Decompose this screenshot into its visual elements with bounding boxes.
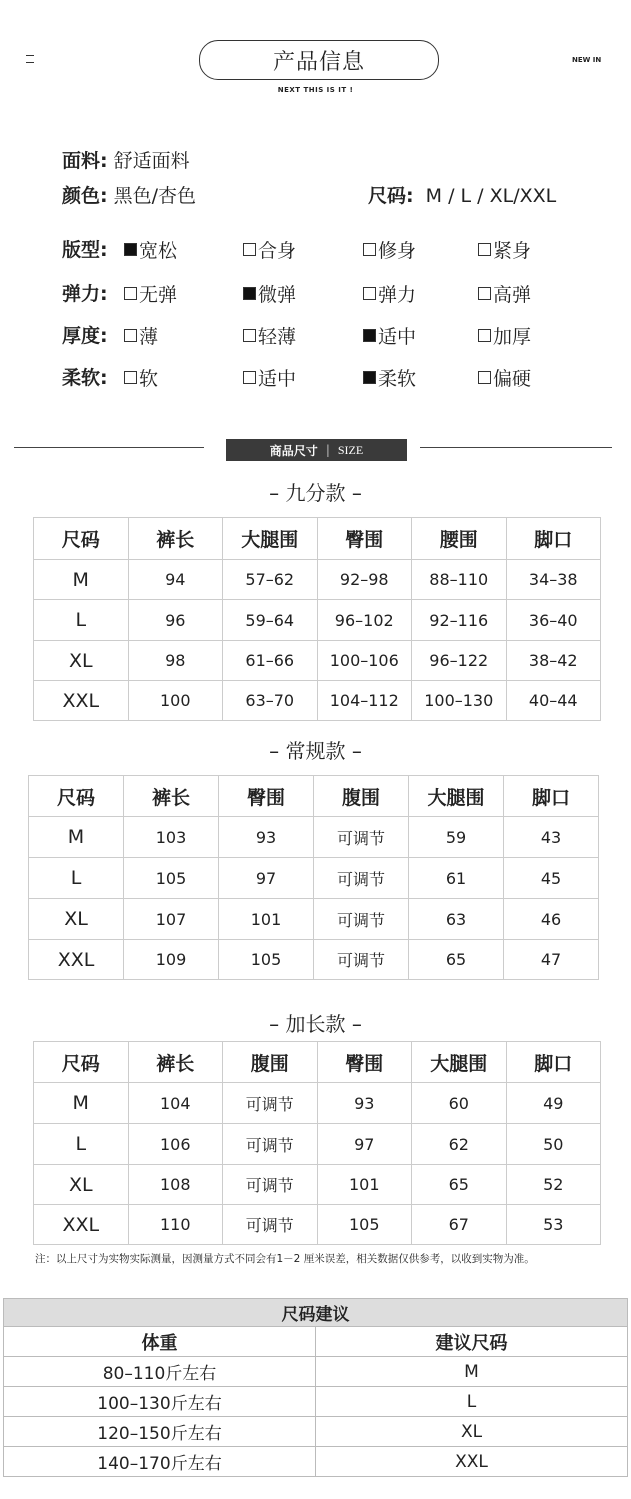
- menu-icon[interactable]: [26, 55, 38, 65]
- attribute-option-label: 合身: [258, 240, 297, 262]
- column-header: 大腿围: [223, 518, 318, 560]
- attribute-option: [243, 236, 296, 263]
- unchecked-box-icon: [363, 243, 376, 256]
- table-cell: 43: [504, 817, 599, 858]
- column-header: 腹围: [223, 1042, 318, 1083]
- recommendation-row: [4, 1357, 628, 1387]
- size-cell: XXL: [34, 681, 129, 721]
- table-cell: 104–112: [317, 681, 412, 721]
- page-title: [199, 40, 439, 80]
- section-separator: |: [325, 443, 330, 457]
- table-cell: 93: [317, 1083, 412, 1124]
- table-cell: 可调节: [314, 817, 409, 858]
- recommendation-row: [4, 1417, 628, 1447]
- attribute-option-label: 紧身: [493, 240, 532, 262]
- recommendation-title-row: [4, 1299, 628, 1327]
- attribute-option-label: 弹力: [378, 284, 417, 306]
- size-cell: L: [34, 600, 129, 641]
- table-cell: 63: [409, 899, 504, 940]
- table-cell: 59: [409, 817, 504, 858]
- attribute-option-label: 高弹: [493, 284, 532, 306]
- size-cell: M: [29, 817, 124, 858]
- column-header: 臀围: [317, 518, 412, 560]
- attribute-option: [363, 364, 416, 391]
- recommendation-header-row: [4, 1327, 628, 1357]
- attribute-option: [478, 236, 531, 263]
- table-cell: 100–130: [412, 681, 507, 721]
- weight-cell: 80–110斤左右: [4, 1357, 316, 1387]
- attribute-option-label: 薄: [139, 326, 159, 348]
- table-row: [34, 600, 601, 641]
- table-cell: 47: [504, 940, 599, 980]
- color-value: 黑色/杏色: [113, 185, 197, 207]
- section-header: [226, 439, 407, 461]
- table-cell: 109: [124, 940, 219, 980]
- table-row: [34, 681, 601, 721]
- page-title-text: 产品信息: [272, 49, 365, 75]
- column-header: 裤长: [128, 1042, 223, 1083]
- table-cell: 可调节: [223, 1124, 318, 1165]
- attribute-option: [363, 236, 416, 263]
- size-label: 尺码:: [368, 185, 414, 207]
- attribute-option-label: 偏硬: [493, 368, 532, 390]
- table-cell: 92–98: [317, 560, 412, 600]
- table-cell: 60: [412, 1083, 507, 1124]
- checked-box-icon: [243, 287, 256, 300]
- table-cell: 34–38: [506, 560, 601, 600]
- suggested-size-cell: L: [316, 1387, 628, 1417]
- attribute-option: [124, 364, 158, 391]
- checked-box-icon: [363, 371, 376, 384]
- attribute-option: [124, 322, 158, 349]
- attribute-label: 版型:: [62, 239, 108, 261]
- color-label: 颜色:: [62, 185, 108, 207]
- table-cell: 96–122: [412, 641, 507, 681]
- table-cell: 63–70: [223, 681, 318, 721]
- checked-box-icon: [363, 329, 376, 342]
- attribute-option-label: 适中: [378, 326, 417, 348]
- size-cell: XL: [29, 899, 124, 940]
- unchecked-box-icon: [478, 243, 491, 256]
- table-cell: 65: [409, 940, 504, 980]
- table-cell: 可调节: [223, 1083, 318, 1124]
- divider-left: [14, 447, 204, 448]
- table-row: [34, 641, 601, 681]
- page-subtitle: NEXT THIS IS IT !: [277, 86, 354, 94]
- table-cell: 106: [128, 1124, 223, 1165]
- unchecked-box-icon: [478, 287, 491, 300]
- attribute-option-label: 加厚: [493, 326, 532, 348]
- weight-cell: 120–150斤左右: [4, 1417, 316, 1447]
- recommendation-column-header: 体重: [4, 1327, 316, 1357]
- unchecked-box-icon: [124, 329, 137, 342]
- section-title-cn: 商品尺寸: [269, 443, 318, 458]
- unchecked-box-icon: [478, 371, 491, 384]
- color-info: [62, 181, 196, 208]
- table-cell: 101: [219, 899, 314, 940]
- table-cell: 107: [124, 899, 219, 940]
- size-cell: M: [34, 560, 129, 600]
- table-header-row: [34, 1042, 601, 1083]
- attribute-option-label: 轻薄: [258, 326, 297, 348]
- table-cell: 104: [128, 1083, 223, 1124]
- size-info: [368, 181, 556, 208]
- table-row: [29, 899, 599, 940]
- suggested-size-cell: M: [316, 1357, 628, 1387]
- fabric-value: 舒适面料: [113, 150, 190, 172]
- column-header: 大腿围: [409, 776, 504, 817]
- table-cell: 110: [128, 1205, 223, 1245]
- unchecked-box-icon: [243, 371, 256, 384]
- table-cell: 101: [317, 1165, 412, 1205]
- size-cell: XXL: [34, 1205, 129, 1245]
- attribute-option-label: 宽松: [139, 240, 178, 262]
- recommendation-row: [4, 1447, 628, 1477]
- table-row: [34, 560, 601, 600]
- size-table-2: [28, 775, 599, 980]
- column-header: 臀围: [317, 1042, 412, 1083]
- size-cell: L: [29, 858, 124, 899]
- unchecked-box-icon: [124, 371, 137, 384]
- table-row: [29, 858, 599, 899]
- suggested-size-cell: XXL: [316, 1447, 628, 1477]
- column-header: 尺码: [29, 776, 124, 817]
- measurement-note: 注：以上尺寸为实物实际测量，因测量方式不同会有1－2 厘米误差，相关数据仅供参考，以收到实物为准。: [35, 1253, 535, 1265]
- size-cell: XXL: [29, 940, 124, 980]
- fabric-info: [62, 146, 190, 173]
- table-cell: 96: [128, 600, 223, 641]
- unchecked-box-icon: [363, 287, 376, 300]
- table-cell: 92–116: [412, 600, 507, 641]
- table-cell: 97: [317, 1124, 412, 1165]
- table-cell: 46: [504, 899, 599, 940]
- table-row: [34, 1124, 601, 1165]
- size-value: M / L / XL/XXL: [425, 185, 557, 207]
- attribute-option: [124, 280, 177, 307]
- size-table-1: [33, 517, 601, 721]
- table-cell: 103: [124, 817, 219, 858]
- attribute-option: [243, 280, 296, 307]
- attribute-option: [478, 364, 531, 391]
- table-cell: 88–110: [412, 560, 507, 600]
- table-cell: 67: [412, 1205, 507, 1245]
- table-cell: 61–66: [223, 641, 318, 681]
- table-cell: 45: [504, 858, 599, 899]
- column-header: 大腿围: [412, 1042, 507, 1083]
- table-row: [29, 940, 599, 980]
- table-cell: 94: [128, 560, 223, 600]
- column-header: 脚口: [506, 518, 601, 560]
- recommendation-column-header: 建议尺码: [316, 1327, 628, 1357]
- table-cell: 93: [219, 817, 314, 858]
- attribute-option-label: 无弹: [139, 284, 178, 306]
- attribute-option-label: 软: [139, 368, 159, 390]
- table-cell: 52: [506, 1165, 601, 1205]
- recommendation-title: 尺码建议: [4, 1299, 628, 1327]
- size-cell: M: [34, 1083, 129, 1124]
- checked-box-icon: [124, 243, 137, 256]
- attribute-label: 厚度:: [62, 325, 108, 347]
- size-cell: L: [34, 1124, 129, 1165]
- table-title-3: – 加长款 –: [269, 1012, 362, 1036]
- attribute-option-label: 适中: [258, 368, 297, 390]
- column-header: 尺码: [34, 518, 129, 560]
- attribute-option: [243, 364, 296, 391]
- table-cell: 50: [506, 1124, 601, 1165]
- column-header: 臀围: [219, 776, 314, 817]
- table-cell: 61: [409, 858, 504, 899]
- unchecked-box-icon: [243, 243, 256, 256]
- attribute-option-label: 微弹: [258, 284, 297, 306]
- attribute-option-label: 修身: [378, 240, 417, 262]
- table-cell: 62: [412, 1124, 507, 1165]
- table-cell: 105: [124, 858, 219, 899]
- attribute-option: [363, 280, 416, 307]
- table-cell: 38–42: [506, 641, 601, 681]
- attribute-option: [478, 322, 531, 349]
- attribute-option: [478, 280, 531, 307]
- table-row: [34, 1165, 601, 1205]
- recommendation-row: [4, 1387, 628, 1417]
- attribute-label: 柔软:: [62, 367, 108, 389]
- size-cell: XL: [34, 641, 129, 681]
- table-row: [34, 1083, 601, 1124]
- table-cell: 可调节: [314, 940, 409, 980]
- table-title-1: – 九分款 –: [269, 481, 362, 505]
- table-header-row: [29, 776, 599, 817]
- table-cell: 65: [412, 1165, 507, 1205]
- table-cell: 可调节: [223, 1205, 318, 1245]
- table-cell: 40–44: [506, 681, 601, 721]
- table-cell: 97: [219, 858, 314, 899]
- column-header: 腰围: [412, 518, 507, 560]
- table-cell: 可调节: [223, 1165, 318, 1205]
- table-cell: 59–64: [223, 600, 318, 641]
- unchecked-box-icon: [243, 329, 256, 342]
- new-in-badge: NEW IN: [572, 56, 602, 64]
- attribute-option: [124, 236, 177, 263]
- table-cell: 96–102: [317, 600, 412, 641]
- size-recommendation-table: [3, 1298, 628, 1477]
- table-header-row: [34, 518, 601, 560]
- attribute-label: 弹力:: [62, 283, 108, 305]
- section-title-en: SIZE: [337, 442, 364, 457]
- table-cell: 可调节: [314, 899, 409, 940]
- suggested-size-cell: XL: [316, 1417, 628, 1447]
- column-header: 脚口: [506, 1042, 601, 1083]
- divider-right: [420, 447, 612, 448]
- table-cell: 36–40: [506, 600, 601, 641]
- column-header: 腹围: [314, 776, 409, 817]
- table-cell: 105: [219, 940, 314, 980]
- table-cell: 100–106: [317, 641, 412, 681]
- table-cell: 可调节: [314, 858, 409, 899]
- attribute-option: [243, 322, 296, 349]
- weight-cell: 100–130斤左右: [4, 1387, 316, 1417]
- size-table-3: [33, 1041, 601, 1245]
- table-cell: 105: [317, 1205, 412, 1245]
- column-header: 脚口: [504, 776, 599, 817]
- size-cell: XL: [34, 1165, 129, 1205]
- unchecked-box-icon: [124, 287, 137, 300]
- column-header: 尺码: [34, 1042, 129, 1083]
- column-header: 裤长: [124, 776, 219, 817]
- fabric-label: 面料:: [62, 150, 108, 172]
- attribute-option-label: 柔软: [378, 368, 417, 390]
- weight-cell: 140–170斤左右: [4, 1447, 316, 1477]
- column-header: 裤长: [128, 518, 223, 560]
- table-row: [34, 1205, 601, 1245]
- table-cell: 53: [506, 1205, 601, 1245]
- table-row: [29, 817, 599, 858]
- unchecked-box-icon: [478, 329, 491, 342]
- table-title-2: – 常规款 –: [269, 739, 362, 763]
- table-cell: 108: [128, 1165, 223, 1205]
- attribute-option: [363, 322, 416, 349]
- table-cell: 49: [506, 1083, 601, 1124]
- table-cell: 100: [128, 681, 223, 721]
- table-cell: 57–62: [223, 560, 318, 600]
- table-cell: 98: [128, 641, 223, 681]
